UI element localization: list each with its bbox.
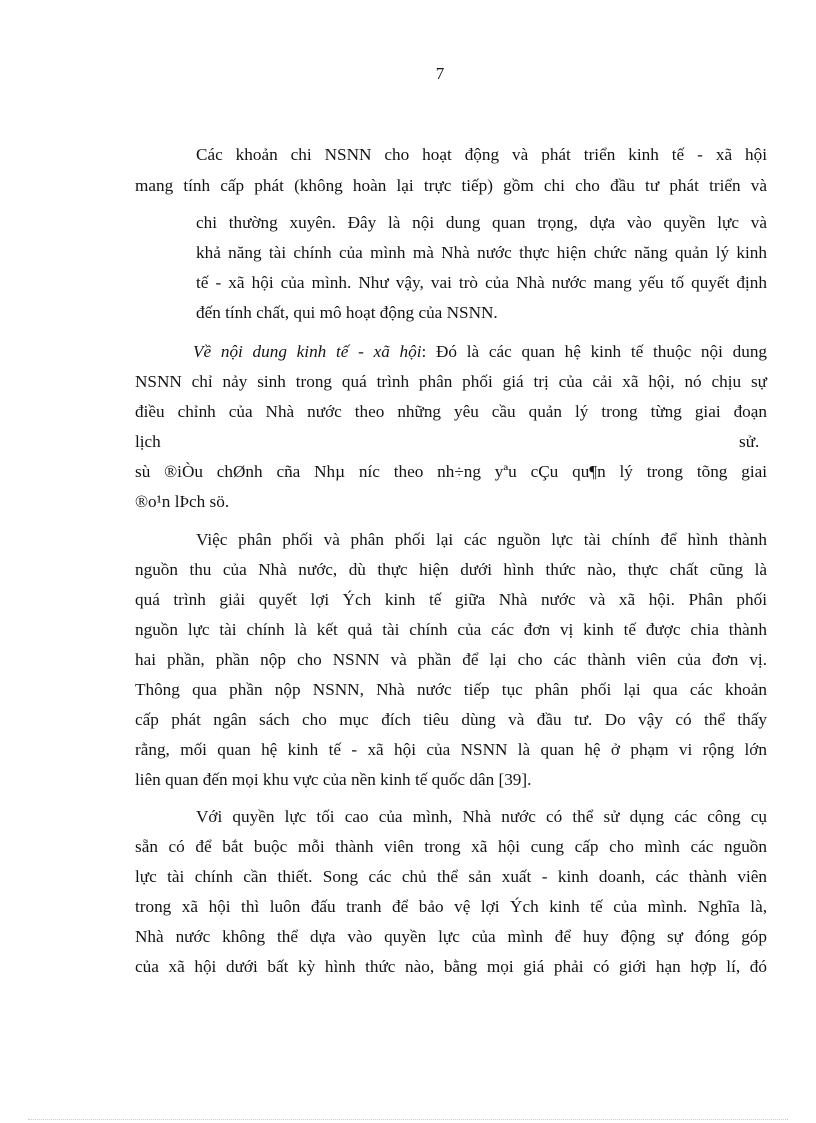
text-line: lịch <box>135 432 161 451</box>
garbled-text-line: ®o¹n lÞch sö. <box>135 492 230 511</box>
text-line: NSNN chỉ nảy sinh trong quá trình phân phối giá trị của cải xã hội, nó chịu sự <box>135 372 767 391</box>
text-line: điều chỉnh của Nhà nước theo những yêu cầu quản lý trong từng giai đoạn <box>135 402 767 421</box>
text-line: tế - xã hội của mình. Như vậy, vai trò của Nhà nước mang yếu tố quyết định <box>196 273 767 292</box>
text-line: trong xã hội thì luôn đấu tranh để bảo vệ lợi Ých kinh tế của mình. Nghĩa là, <box>135 897 767 916</box>
text-line: đến tính chất, qui mô hoạt động của NSNN. <box>196 303 498 322</box>
text-line: lực tài chính cần thiết. Song các chủ thể sản xuất - kinh doanh, các thành viên <box>135 867 767 886</box>
text-line <box>193 337 767 367</box>
text-line: sẵn có để bắt buộc mỗi thành viên trong xã hội cung cấp cho mình các nguồn <box>135 837 767 856</box>
text-line: của xã hội dưới bất kỳ hình thức nào, bằng mọi giá phải có giới hạn hợp lí, đó <box>135 957 767 976</box>
text-line: Nhà nước không thể dựa vào quyền lực của mình để huy động sự đóng góp <box>135 927 767 946</box>
text-line: Thông qua phần nộp NSNN, Nhà nước tiếp tục phân phối lại qua các khoản <box>135 680 767 699</box>
text-line: khả năng tài chính của mình mà Nhà nước thực hiện chức năng quản lý kinh <box>196 243 767 262</box>
garbled-text-line: sù ®iÒu chØnh cña Nhµ níc theo nh÷ng yªu cÇu qu¶n lý trong tõng giai <box>135 462 767 481</box>
text-line: liên quan đến mọi khu vực của nền kinh tế quốc dân [39]. <box>135 770 532 789</box>
text-line: rằng, mối quan hệ kinh tế - xã hội của NSNN là quan hệ ở phạm vi rộng lớn <box>135 740 767 759</box>
page-number: 7 <box>435 64 445 83</box>
text-line: cấp phát ngân sách cho mục đích tiêu dùng và đầu tư. Do vậy có thể thấy <box>135 710 767 729</box>
text-line: quá trình giải quyết lợi Ých kinh tế giữa Nhà nước và xã hội. Phân phối <box>135 590 767 609</box>
text-line: nguồn thu của Nhà nước, dù thực hiện dưới hình thức nào, thực chất cũng là <box>135 560 767 579</box>
text-line: chi thường xuyên. Đây là nội dung quan trọng, dựa vào quyền lực và <box>196 213 767 232</box>
heading-continuation: : Đó là các quan hệ kinh tế thuộc nội dung <box>421 342 768 361</box>
text-line: nguồn lực tài chính là kết quả tài chính của các đơn vị kinh tế được chia thành <box>135 620 767 639</box>
text-line: Các khoản chi NSNN cho hoạt động và phát triển kinh tế - xã hội <box>196 145 767 164</box>
text-line: Việc phân phối và phân phối lại các nguồn lực tài chính để hình thành <box>196 530 767 549</box>
text-line: sử. <box>739 432 760 451</box>
text-line: mang tính cấp phát (không hoàn lại trực tiếp) gồm chi cho đầu tư phát triển và <box>135 176 767 195</box>
italic-heading: Về nội dung kinh tế - xã hội <box>193 342 422 361</box>
page-bottom-divider <box>28 1119 788 1120</box>
text-line: hai phần, phần nộp cho NSNN và phần để lại cho các thành viên của đơn vị. <box>135 650 767 669</box>
text-line: Với quyền lực tối cao của mình, Nhà nước có thể sử dụng các công cụ <box>196 807 767 826</box>
